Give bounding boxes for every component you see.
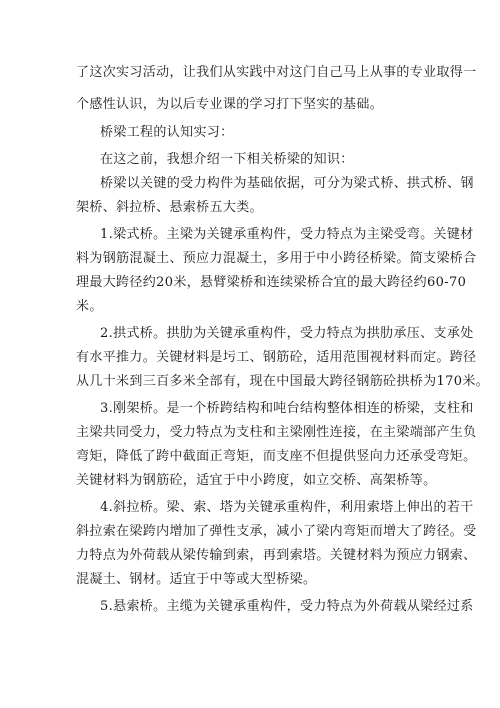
- text-line: 力特点为外荷载从梁传输到索，再到索塔。关键材料为预应力钢索、: [76, 548, 477, 563]
- text-line: 米。: [76, 299, 103, 314]
- text-line: 理最大跨径约20米，悬臂梁桥和连续梁桥合宜的最大跨径约60-70: [76, 275, 467, 290]
- text-line: 在这之前，我想介绍一下相关桥梁的知识：: [100, 152, 354, 167]
- text-line: 从几十米到三百多米全部有，现在中国最大跨径钢筋砼拱桥为170米。: [76, 374, 490, 389]
- text-line: 了这次实习活动，让我们从实践中对这门自己马上从事的专业取得一: [76, 65, 477, 80]
- text-line: 1.梁式桥。主梁为关键承重构件，受力特点为主梁受弯。关键材: [100, 227, 474, 242]
- text-line: 桥梁以关键的受力构件为基础依据，可分为梁式桥、拱式桥、钢: [100, 176, 474, 191]
- text-line: 2.拱式桥。拱肋为关键承重构件，受力特点为拱肋承压、支承处: [100, 326, 474, 341]
- section-heading: 桥梁工程的认知实习：: [100, 125, 234, 140]
- text-line: 4.斜拉桥。梁、索、塔为关键承重构件，利用索塔上伸出的若干: [100, 500, 474, 515]
- text-line: 混凝土、钢材。适宜于中等或大型桥梁。: [76, 572, 317, 587]
- text-line: 关键材料为钢筋砼，适宜于中小跨度，如立交桥、高架桥等。: [76, 473, 437, 488]
- text-line: 主梁共同受力，受力特点为支柱和主梁刚性连接，在主梁端部产生负: [76, 425, 477, 440]
- text-line: 弯矩，降低了跨中截面正弯矩，而支座不但提供竖向力还承受弯矩。: [76, 449, 477, 464]
- text-line: 5.悬索桥。主缆为关键承重构件，受力特点为外荷载从梁经过系: [100, 599, 474, 614]
- text-line: 3.刚架桥。是一个桥跨结构和吨台结构整体相连的桥梁，支柱和: [100, 401, 474, 416]
- text-line: 斜拉索在梁跨内增加了弹性支承，减小了梁内弯矩而增大了跨径。受: [76, 524, 477, 539]
- text-line: 架桥、斜拉桥、悬索桥五大类。: [76, 200, 263, 215]
- text-line: 个感性认识，为以后专业课的学习打下坚实的基础。: [76, 97, 384, 112]
- text-line: 料为钢筋混凝土、预应力混凝土，多用于中小跨径桥梁。简支梁桥合: [76, 251, 477, 266]
- text-line: 有水平推力。关键材料是圬工、钢筋砼，适用范围视材料而定。跨径: [76, 350, 477, 365]
